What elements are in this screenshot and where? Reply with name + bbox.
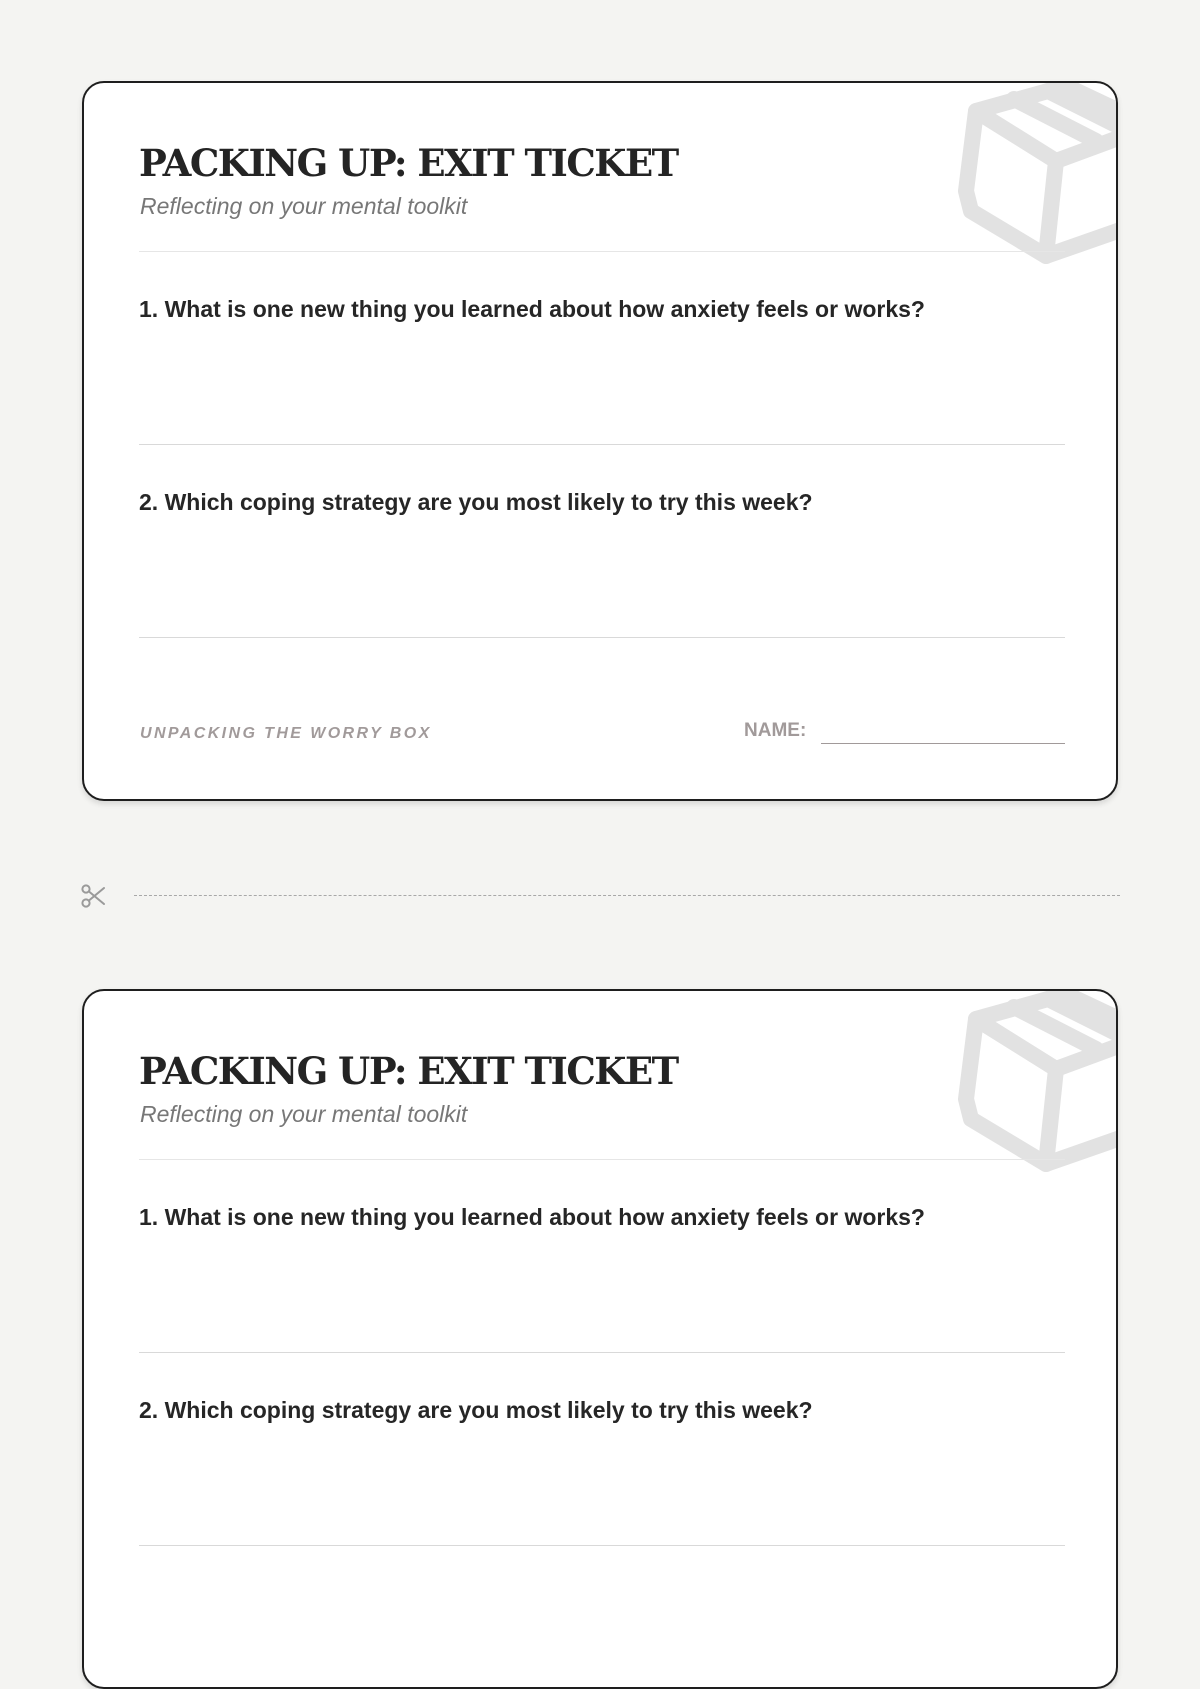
question-1: 1. What is one new thing you learned about how anxiety feels or works? <box>139 296 925 322</box>
question-1: 1. What is one new thing you learned about how anxiety feels or works? <box>139 1204 925 1230</box>
name-field[interactable] <box>744 720 1065 746</box>
exit-ticket-card <box>82 989 1118 1689</box>
answer-line-2[interactable] <box>139 1545 1065 1546</box>
question-2: 2. Which coping strategy are you most likely to try this week? <box>139 489 813 515</box>
exit-ticket-card <box>82 81 1118 801</box>
name-blank-line[interactable] <box>821 743 1065 744</box>
ticket-subtitle: Reflecting on your mental toolkit <box>140 1101 468 1127</box>
ticket-title: PACKING UP: EXIT TICKET <box>139 141 678 185</box>
footer-brand: UNPACKING THE WORRY BOX <box>140 725 432 742</box>
cut-line <box>80 880 1120 910</box>
dashed-cut-line <box>134 895 1120 896</box>
name-label: NAME: <box>744 720 807 741</box>
header-divider <box>139 251 1065 252</box>
ticket-title: PACKING UP: EXIT TICKET <box>139 1049 678 1093</box>
box-icon <box>936 81 1118 271</box>
answer-line-2[interactable] <box>139 637 1065 638</box>
ticket-subtitle: Reflecting on your mental toolkit <box>140 193 468 219</box>
header-divider <box>139 1159 1065 1160</box>
answer-line-1[interactable] <box>139 1352 1065 1353</box>
question-2: 2. Which coping strategy are you most likely to try this week? <box>139 1397 813 1423</box>
scissors-icon <box>80 883 106 909</box>
box-icon <box>936 989 1118 1179</box>
answer-line-1[interactable] <box>139 444 1065 445</box>
